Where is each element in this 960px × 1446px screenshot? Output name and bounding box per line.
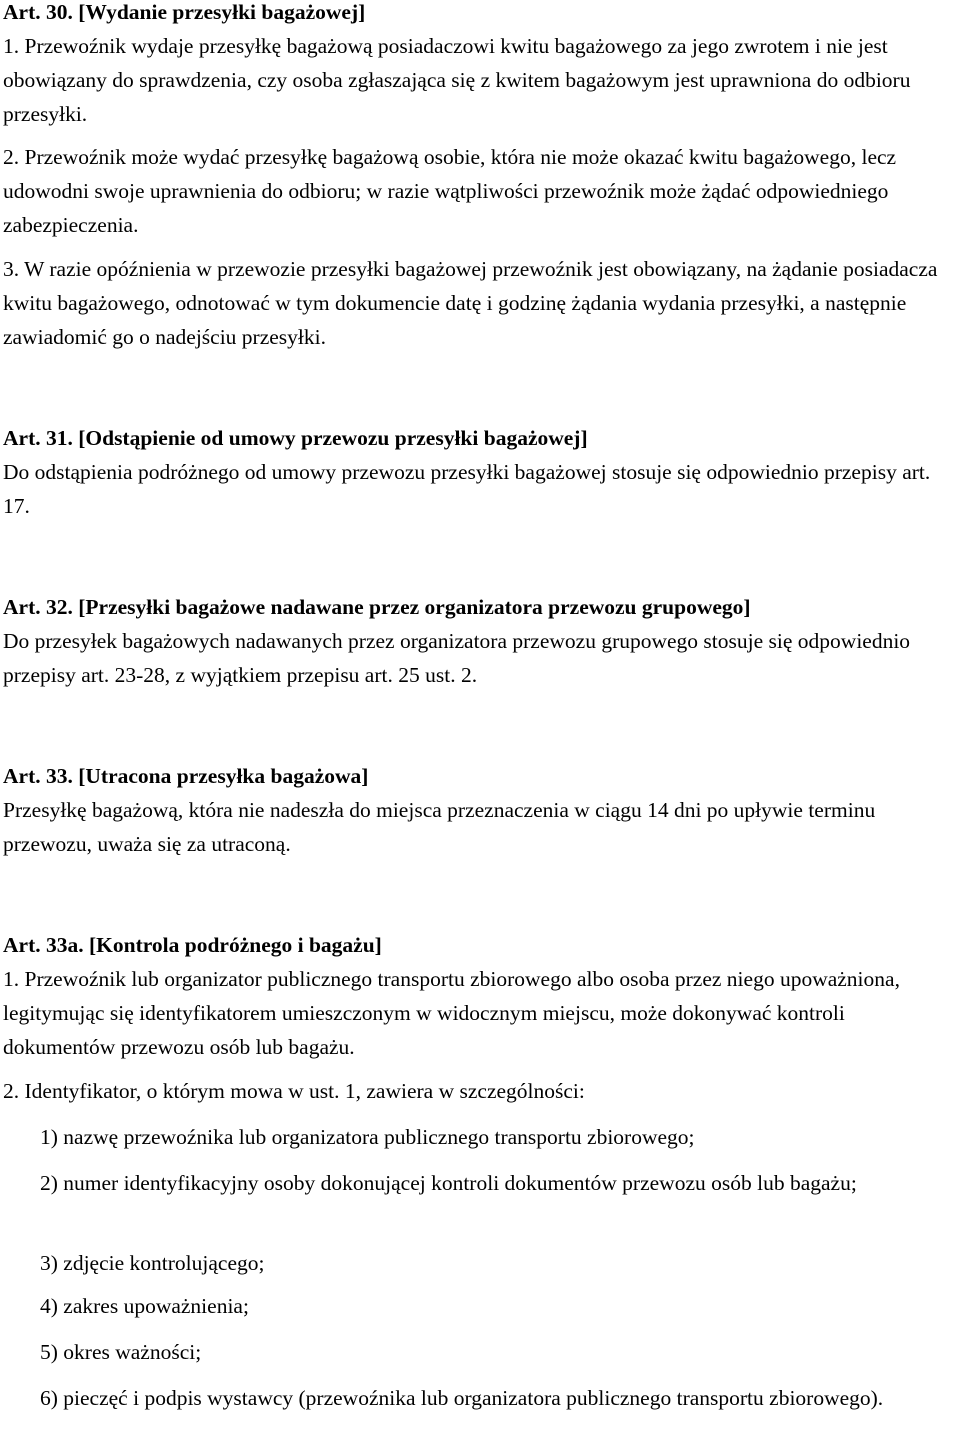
article-paragraph: 1. Przewoźnik wydaje przesyłkę bagażową posiadaczowi kwitu bagażowego za jego zwrotem i nie jest obowiązany do sprawdzenia, czy osoba zgłaszająca się z kwitem bagażowym jest uprawniona do odbioru przesyłki. (3, 34, 911, 126)
article-paragraph: 2. Przewoźnik może wydać przesyłkę bagażową osobie, która nie może okazać kwitu bagażowego, lecz udowodni swoje uprawnienia do odbioru; w razie wątpliwości przewoźnik może żądać odpowiedniego zabezpieczenia. (3, 145, 897, 237)
article-heading: Art. 33. [Utracona przesyłka bagażowa] (3, 764, 369, 788)
article-heading: Art. 31. [Odstąpienie od umowy przewozu przesyłki bagażowej] (3, 426, 588, 450)
article-paragraph: 3. W razie opóźnienia w przewozie przesyłki bagażowej przewoźnik jest obowiązany, na żądanie posiadacza kwitu bagażowego, odnotować w tym dokumencie datę i godzinę żądania wydania przesyłki, a następnie zawiadomić go o nadejściu przesyłki. (3, 257, 938, 349)
list-item: 1) nazwę przewoźnika lub organizatora publicznego transportu zbiorowego; (40, 1125, 695, 1149)
article-paragraph: Przesyłkę bagażową, która nie nadeszła do miejsca przeznaczenia w ciągu 14 dni po upływie terminu przewozu, uważa się za utraconą. (3, 798, 876, 856)
list-item: 3) zdjęcie kontrolującego; (40, 1251, 265, 1275)
article-31 (3, 421, 959, 523)
article-paragraph: Do odstąpienia podróżnego od umowy przewozu przesyłki bagażowej stosuje się odpowiednio przepisy art. 17. (3, 460, 931, 518)
article-33a (3, 928, 959, 1064)
article-30 (3, 0, 959, 131)
list-item: 2) numer identyfikacyjny osoby dokonującej kontroli dokumentów przewozu osób lub bagażu; (40, 1171, 857, 1195)
identifier-list-2 (40, 1166, 955, 1200)
article-heading: Art. 30. [Wydanie przesyłki bagażowej] (3, 0, 366, 24)
identifier-list-3 (40, 1246, 955, 1280)
article-paragraph: Do przesyłek bagażowych nadawanych przez organizatora przewozu grupowego stosuje się odpowiednio przepisy art. 23-28, z wyjątkiem przepisu art. 25 ust. 2. (3, 629, 911, 687)
article-33a-par-2 (3, 1074, 959, 1108)
article-paragraph: 1. Przewoźnik lub organizator publicznego transportu zbiorowego albo osoba przez niego upoważniona, legitymując się identyfikatorem umieszczonym w widocznym miejscu, może dokonywać kontroli dokumentów przewozu osób lub bagażu. (3, 967, 900, 1059)
article-30-par-2 (3, 140, 959, 242)
list-item: 5) okres ważności; (40, 1340, 202, 1364)
article-30-par-3 (3, 252, 959, 354)
article-paragraph: 2. Identyfikator, o którym mowa w ust. 1, zawiera w szczególności: (3, 1079, 585, 1103)
list-item: 4) zakres upoważnienia; (40, 1294, 249, 1318)
article-heading: Art. 32. [Przesyłki bagażowe nadawane przez organizatora przewozu grupowego] (3, 595, 751, 619)
identifier-list (40, 1120, 955, 1154)
identifier-list-6 (40, 1381, 955, 1415)
article-32 (3, 590, 959, 692)
identifier-list-5 (40, 1335, 955, 1369)
identifier-list-4 (40, 1289, 955, 1323)
article-33 (3, 759, 959, 861)
list-item: 6) pieczęć i podpis wystawcy (przewoźnika lub organizatora publicznego transportu zbiorowego). (40, 1386, 884, 1410)
article-heading: Art. 33a. [Kontrola podróżnego i bagażu] (3, 933, 382, 957)
